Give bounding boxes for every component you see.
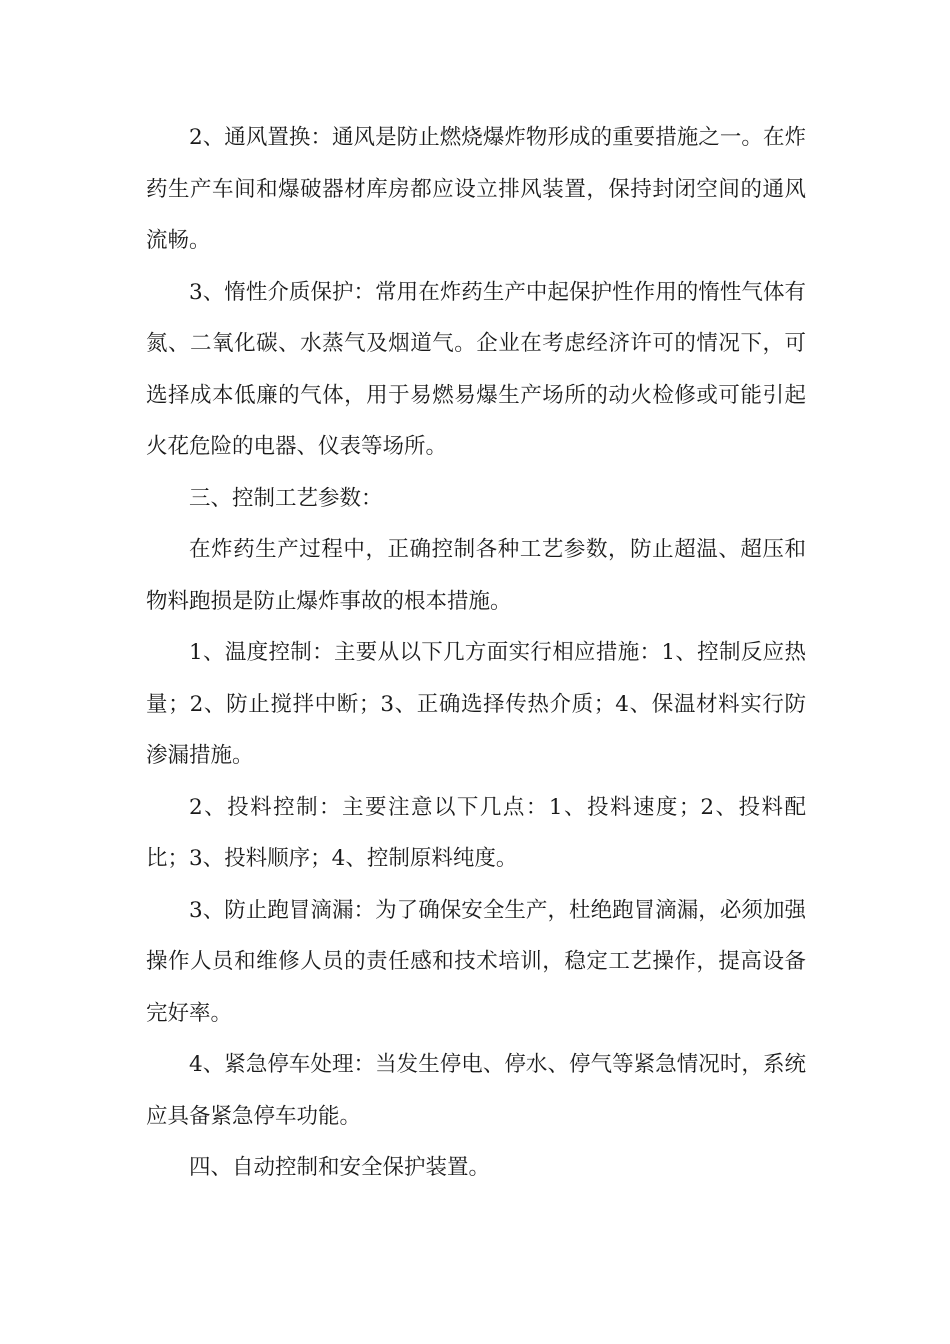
paragraph-process-intro: 在炸药生产过程中，正确控制各种工艺参数，防止超温、超压和物料跑损是防止爆炸事故的根本措施。 bbox=[146, 537, 806, 614]
document-body bbox=[146, 112, 806, 1194]
paragraph-leak-prevention: 3、防止跑冒滴漏：为了确保安全生产，杜绝跑冒滴漏，必须加强操作人员和维修人员的责任感和技术培训，稳定工艺操作，提高设备完好率。 bbox=[146, 897, 806, 1026]
section-heading-process-parameters: 三、控制工艺参数： bbox=[189, 485, 383, 511]
paragraph-temperature-control: 1、温度控制：主要从以下几方面实行相应措施：1、控制反应热量；2、防止搅拌中断；3、正确选择传热介质；4、保温材料实行防渗漏措施。 bbox=[146, 640, 806, 768]
paragraph-feeding-control: 2、投料控制：主要注意以下几点：1、投料速度；2、投料配比；3、投料顺序；4、控制原料纯度。 bbox=[146, 794, 806, 871]
paragraph-ventilation: 2、通风置换：通风是防止燃烧爆炸物形成的重要措施之一。在炸药生产车间和爆破器材库房都应设立排风装置，保持封闭空间的通风流畅。 bbox=[146, 125, 806, 253]
paragraph-inert-gas-protection: 3、惰性介质保护：常用在炸药生产中起保护性作用的惰性气体有氮、二氧化碳、水蒸气及烟道气。企业在考虑经济许可的情况下，可选择成本低廉的气体，用于易燃易爆生产场所的动火检修或可能引起火花危险的电器、仪表等场所。 bbox=[146, 279, 806, 459]
paragraph-emergency-stop: 4、紧急停车处理：当发生停电、停水、停气等紧急情况时，系统应具备紧急停车功能。 bbox=[146, 1052, 806, 1129]
section-heading-automatic-control: 四、自动控制和安全保护装置。 bbox=[189, 1155, 491, 1180]
